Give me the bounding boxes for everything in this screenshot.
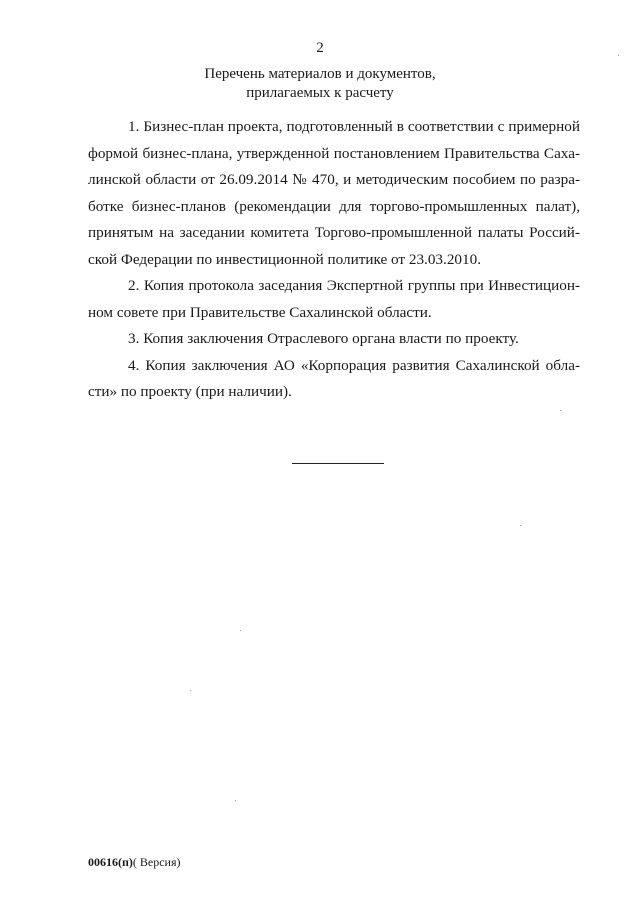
list-item-1 [88, 114, 580, 273]
scan-speck [235, 800, 236, 801]
item-1-line-3: линской области от 26.09.2014 № 470, и методическим пособием по разра- [88, 171, 580, 188]
title-line-2: прилагаемых к расчету [246, 85, 394, 101]
document-version: ( Версия) [132, 855, 181, 869]
item-2-line-2: ном совете при Правительстве Сахалинской области. [88, 303, 432, 321]
document-code: 00616(п) [88, 855, 133, 869]
scan-speck [560, 410, 561, 411]
scan-speck [618, 55, 619, 56]
item-1-line-2: формой бизнес-плана, утвержденной постановлением Правительства Саха- [88, 144, 580, 162]
item-2-line-1: 2. Копия протокола заседания Экспертной группы при Инвестицион- [128, 277, 580, 294]
footer [88, 855, 181, 870]
document-body [88, 114, 580, 406]
page-number: 2 [316, 40, 324, 56]
scan-speck [240, 630, 241, 631]
item-3-line-1: 3. Копия заключения Отраслевого органа власти по проекту. [128, 330, 519, 347]
title-line-1: Перечень материалов и документов, [204, 66, 436, 82]
end-divider [292, 463, 384, 464]
item-1-line-4: ботке бизнес-планов (рекомендации для торгово-промышленных палат), [88, 197, 580, 215]
scan-speck [190, 690, 191, 691]
item-1-line-6: ской Федерации по инвестиционной политике от 23.03.2010. [88, 250, 481, 268]
item-4-line-2: сти» по проекту (при наличии). [88, 383, 292, 400]
item-4-line-1: 4. Копия заключения АО «Корпорация развития Сахалинской обла- [128, 356, 580, 374]
list-item-4 [88, 353, 580, 406]
document-title [0, 65, 640, 103]
list-item-3 [88, 326, 580, 353]
item-1-line-1: 1. Бизнес-план проекта, подготовленный в соответствии с примерной [128, 118, 580, 135]
list-item-2 [88, 273, 580, 326]
item-1-line-5: принятым на заседании комитета Торгово-промышленной палаты Россий- [88, 224, 580, 241]
scan-speck [520, 525, 521, 526]
